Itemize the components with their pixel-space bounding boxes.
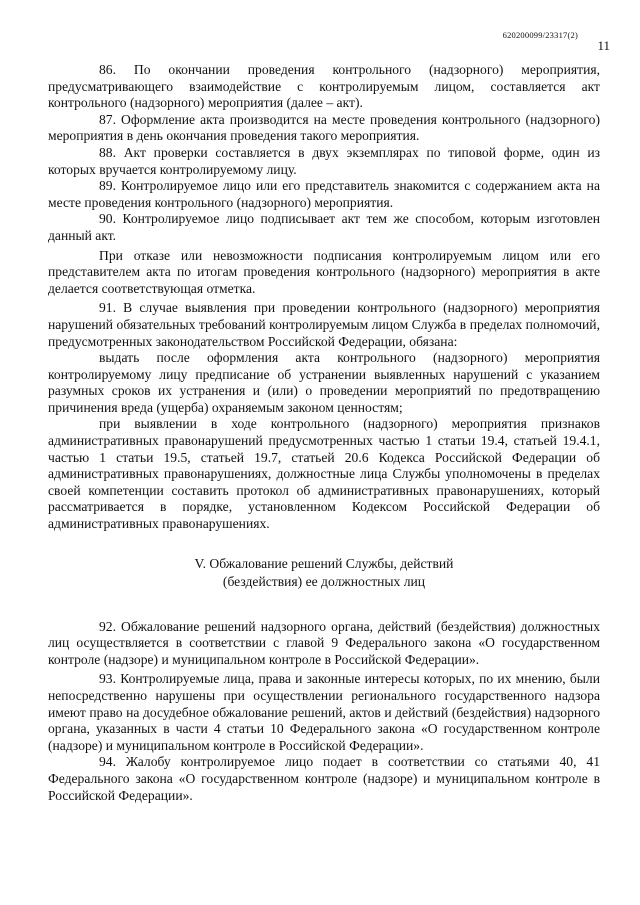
paragraph-93: 93. Контролируемые лица, права и законные интересы которых, по их мнению, были непосредственно нарушены при осуществлении регионального государственного надзора имеют право на досудебное обжалование решений, актов и действий (бездействия) надзорного органа, указанных в части 4 статьи 10 Федерального закона «О государственном контроле (надзоре) и муниципальном контроле в Российской Федерации». [48,671,600,753]
paragraph-91-item-1: выдать после оформления акта контрольного (надзорного) мероприятия контролируемому лицу предписание об устранении выявленных нарушений с указанием разумных сроков их устранения и (или) о проведении мероприятий по предотвращению причинения вреда (ущерба) охраняемым законом ценностям; [48,350,600,415]
section-title [48,555,600,591]
paragraph-90: 90. Контролируемое лицо подписывает акт тем же способом, которым изготовлен данный акт. [48,211,600,243]
document-code: 620200099/23317(2) [502,30,578,40]
document-body [48,62,600,804]
paragraph-91: 91. В случае выявления при проведении контрольного (надзорного) мероприятия нарушений обязательных требований контролируемым лицом Служба в пределах полномочий, предусмотренных законодательством Российской Федерации, обязана: [48,300,600,349]
paragraph-92: 92. Обжалование решений надзорного органа, действий (бездействия) должностных лиц осуществляется в соответствии с главой 9 Федерального закона «О государственном контроле (надзоре) и муниципальном контроле в Российской Федерации». [48,618,600,667]
paragraph-91-item-2: при выявлении в ходе контрольного (надзорного) мероприятия признаков административных правонарушений предусмотренных частью 1 статьи 19.4, статьей 19.4.1, частью 1 статьи 19.5, статьей 19.7, статьей 20.6 Кодекса Российской Федерации об административных правонарушениях, должностные лица Службы уполномочены в пределах своей компетенции составить протокол об административных правонарушениях, который рассматривается в порядке, установленном Кодексом Российской Федерации об административных правонарушениях. [48,416,600,532]
paragraph-87: 87. Оформление акта производится на месте проведения контрольного (надзорного) мероприятия в день окончания проведения такого мероприятия. [48,111,600,144]
paragraph-86: 86. По окончании проведения контрольного (надзорного) мероприятия, предусматривающего взаимодействие с контролируемым лицом, составляется акт контрольного (надзорного) мероприятия (далее – акт). [48,62,600,111]
paragraph-94: 94. Жалобу контролируемое лицо подает в соответствии со статьями 40, 41 Федерального закона «О государственном контроле (надзоре) и муниципальном контроле в Российской Федерации». [48,754,600,803]
paragraph-89: 89. Контролируемое лицо или его представитель знакомится с содержанием акта на месте проведения контрольного (надзорного) мероприятия. [48,178,600,210]
section-title-line-2: (бездействия) ее должностных лиц [222,573,426,589]
paragraph-88: 88. Акт проверки составляется в двух экземплярах по типовой форме, один из которых вручается контролируемому лицу. [48,144,600,177]
paragraph-refusal: При отказе или невозможности подписания контролируемым лицом или его представителем акта по итогам проведения контрольного (надзорного) мероприятия в акте делается соответствующая отметка. [48,247,600,296]
section-title-line-1: V. Обжалование решений Службы, действий [194,555,454,571]
page-number: 11 [597,38,610,53]
